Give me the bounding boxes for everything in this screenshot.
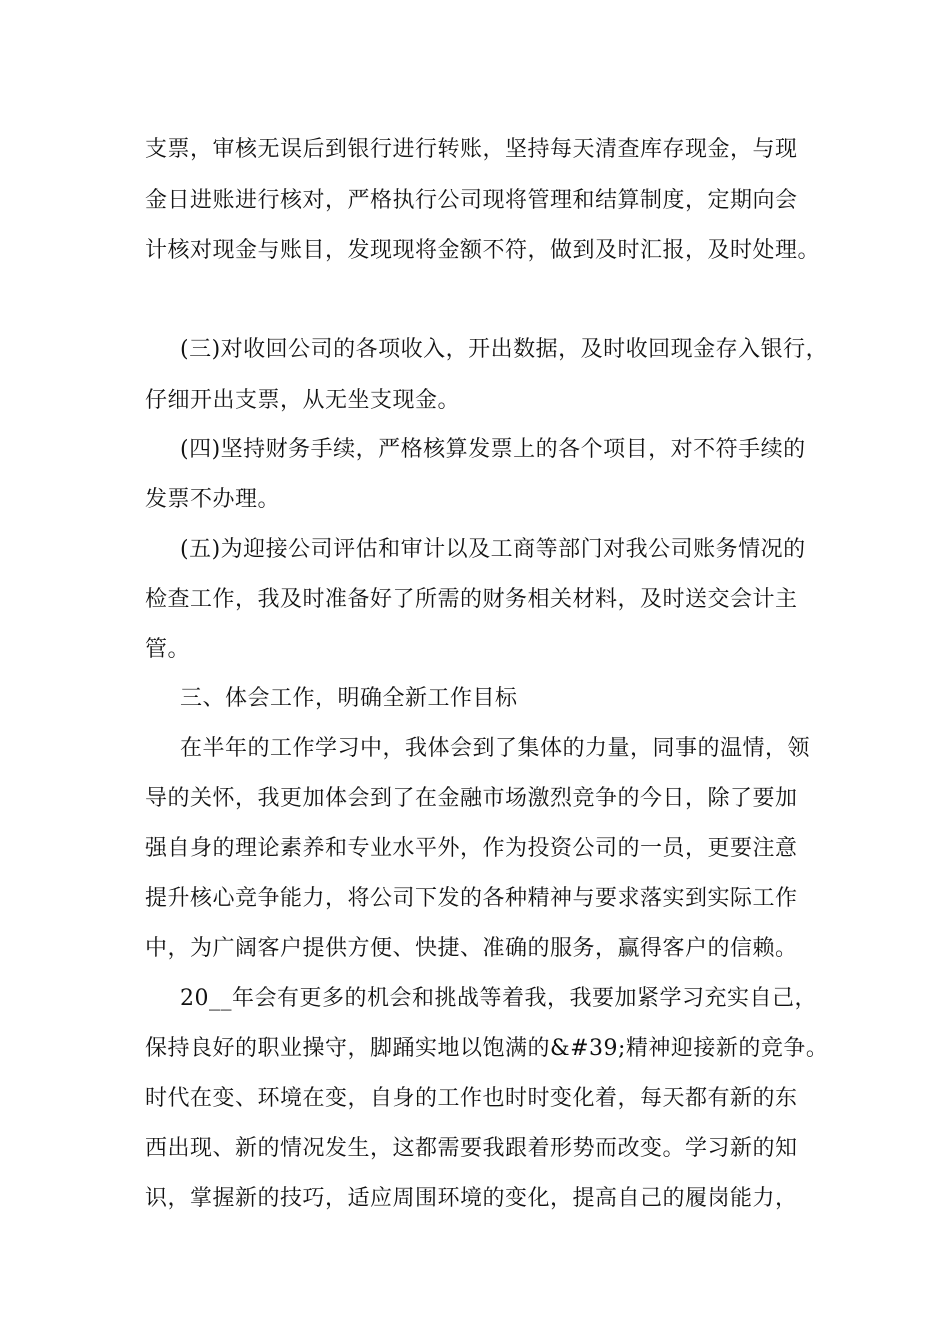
section-heading: 三、体会工作，明确全新工作目标 xyxy=(180,686,518,711)
text-line: 管。 xyxy=(145,637,191,662)
paragraph-outlook-line: 20__年会有更多的机会和挑战等着我，我要加紧学习充实自己， xyxy=(180,986,817,1011)
paragraph-four-line: (四)坚持财务手续，严格核算发票上的各个项目，对不符手续的 xyxy=(180,437,806,462)
text-line: 金日进账进行核对，严格执行公司现将管理和结算制度，定期向会 xyxy=(145,188,798,213)
paragraph-three-line: (三)对收回公司的各项收入，开出数据，及时收回现金存入银行， xyxy=(180,337,829,362)
text-line: 提升核心竞争能力，将公司下发的各种精神与要求落实到实际工作 xyxy=(145,886,798,911)
paragraph-five-line: (五)为迎接公司评估和审计以及工商等部门对我公司账务情况的 xyxy=(180,537,806,562)
text-line: 计核对现金与账目，发现现将金额不符，做到及时汇报，及时处理。 xyxy=(145,238,821,263)
text-line: 导的关怀，我更加体会到了在金融市场激烈竞争的今日，除了要加 xyxy=(145,786,798,811)
text-line: 保持良好的职业操守，脚踊实地以饱满的&#39;精神迎接新的竞争。 xyxy=(145,1036,829,1061)
text-line: 中，为广阔客户提供方便、快捷、准确的服务，赢得客户的信赖。 xyxy=(145,936,798,961)
text-line: 强自身的理论素养和专业水平外，作为投资公司的一员，更要注意 xyxy=(145,836,798,861)
text-line: 检查工作，我及时准备好了所需的财务相关材料，及时送交会计主 xyxy=(145,587,798,612)
text-line: 识，掌握新的技巧，适应周围环境的变化，提高自己的履岗能力， xyxy=(145,1186,798,1211)
text-line: 支票，审核无误后到银行进行转账，坚持每天清查库存现金，与现 xyxy=(145,137,798,162)
text-line: 西出现、新的情况发生，这都需要我跟着形势而改变。学习新的知 xyxy=(145,1136,798,1161)
text-line: 仔细开出支票，从无坐支现金。 xyxy=(145,388,461,413)
text-line: 发票不办理。 xyxy=(145,487,281,512)
paragraph-summary-line: 在半年的工作学习中，我体会到了集体的力量，同事的温情，领 xyxy=(180,736,811,761)
text-line: 时代在变、环境在变，自身的工作也时时变化着，每天都有新的东 xyxy=(145,1086,798,1111)
